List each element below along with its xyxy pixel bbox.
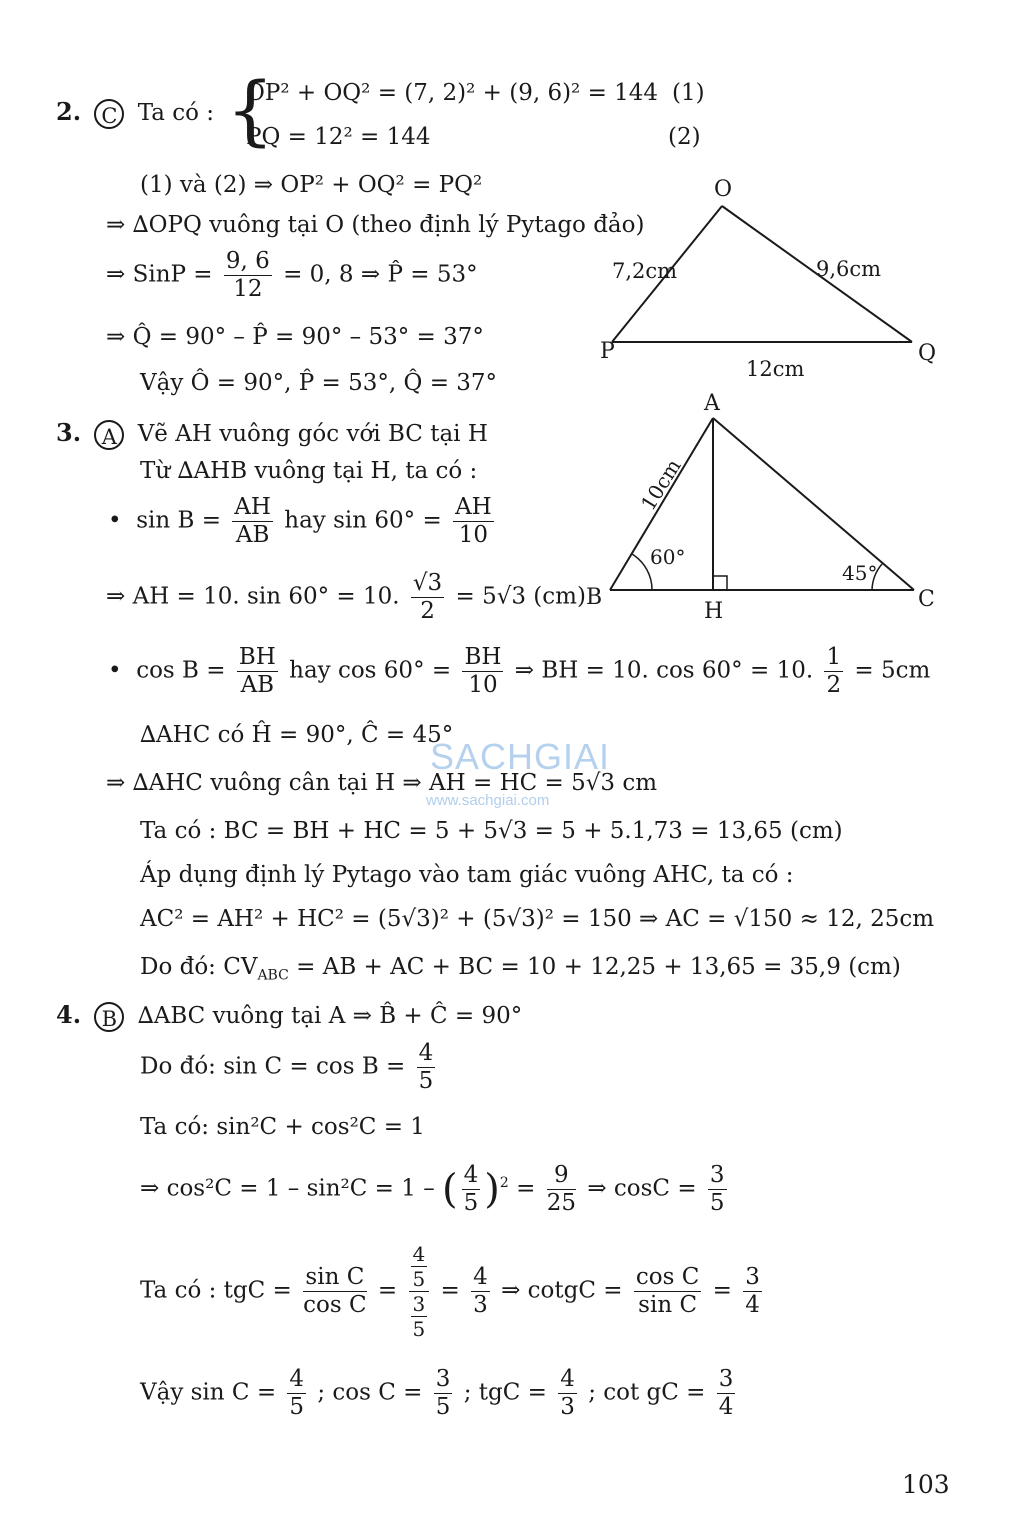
question-number: 3. [56,418,82,447]
fraction [717,1368,736,1419]
denominator: 3 [473,1292,488,1318]
text: = [516,1175,536,1202]
denominator: 5 [463,1190,479,1216]
text: Vậy sin C = [140,1379,277,1406]
q3-line-7: ⇒ ∆AHC vuông cân tại H ⇒ AH = HC = 5√3 cm [106,770,658,796]
numerator: 3 [435,1366,451,1392]
text: ; cot gC = [588,1379,706,1406]
fraction [634,1266,701,1317]
label-b: B [586,585,603,610]
q4-line-2 [140,1042,439,1093]
numerator: √3 [412,570,443,596]
numerator: 3 [709,1162,725,1188]
numerator: 9 [547,1164,576,1190]
denominator: 5 [412,1317,426,1341]
system-tag-2: (2) [668,124,701,150]
q3-line-10: AC² = AH² + HC² = (5√3)² + (5√3)² = 150 ⇒ AC = √150 ≈ 12, 25cm [140,906,935,932]
text: Do đó: sin C = cos B = [140,1053,406,1080]
denominator: 4 [718,1394,734,1420]
label-h: H [704,599,724,624]
answer-choice: A [94,420,124,450]
numerator: 1 [826,644,842,670]
paren-open: ( [442,1166,458,1213]
denominator: 10 [468,672,498,698]
numerator: 4 [418,1040,434,1066]
denominator: 4 [745,1292,760,1318]
denominator: 5 [418,1068,434,1094]
label-o: O [714,177,733,202]
q4-line-3: Ta có: sin²C + cos²C = 1 [140,1114,425,1140]
denominator: 3 [560,1394,575,1420]
denominator: 5 [435,1394,451,1420]
watermark [420,718,620,808]
text: ⇒ cotgC = [501,1277,623,1304]
question-number: 4. [56,1000,82,1029]
q4-line-6 [140,1368,739,1419]
label-angle-c: 45° [842,561,878,585]
fraction [434,1368,453,1419]
system-eq-1: OP² + OQ² = (7, 2)² + (9, 6)² = 144 [246,80,659,106]
q3-line-1: Vẽ AH vuông góc với BC tại H [137,421,488,447]
fraction [462,1164,481,1215]
fraction [287,1368,306,1419]
numerator: 4 [560,1366,575,1392]
numerator: 3 [745,1264,760,1290]
denominator: 25 [546,1190,576,1216]
text: ⇒ BH = 10. cos 60° = 10. [514,657,814,684]
numerator: 4 [473,1264,488,1290]
watermark-brand: SACHGIAI [430,736,611,777]
q3-line-8: Ta có : BC = BH + HC = 5 + 5√3 = 5 + 5.1,73 = 13,65 (cm) [140,818,843,844]
subscript: ABC [257,967,289,984]
label-c: C [918,587,935,612]
text: ; tgC = [463,1379,547,1406]
side-ac [713,418,914,590]
denominator: AB [240,672,275,698]
fraction [547,1164,576,1215]
fraction [824,646,843,697]
denominator: AB [235,522,270,548]
fraction [558,1368,577,1419]
numerator [409,1244,430,1292]
right-angle-mark [713,576,727,590]
text: = AB + AC + BC = 10 + 12,25 + 13,65 = 35,9 (cm) [296,954,901,980]
triangle-opq-figure [590,170,950,390]
q3-line-2: Từ ∆AHB vuông tại H, ta có : [140,458,478,484]
fraction [471,1266,490,1317]
q2-line-2: ⇒ ∆OPQ vuông tại O (theo định lý Pytago đảo) [106,212,645,238]
denominator: 5 [709,1190,725,1216]
text: = 0, 8 ⇒ P̂ = 53° [283,261,478,288]
denominator: cos C [303,1292,367,1318]
q2-line-4: ⇒ Q̂ = 90° – P̂ = 90° – 53° = 37° [106,324,484,350]
text: hay sin 60° = [284,507,442,534]
text: hay cos 60° = [289,657,452,684]
text: ⇒ AH = 10. sin 60° = 10. [106,583,400,610]
triangle-abc-figure [580,390,950,630]
q3-line-3 [108,496,498,547]
denominator [409,1292,430,1339]
question-2 [56,99,214,129]
text: ⇒ cos²C = 1 – sin²C = 1 – [140,1175,435,1202]
numerator: 3 [412,1292,426,1316]
text: Do đó: CV [140,954,258,980]
fraction [743,1266,762,1317]
system-brace: { [226,65,275,154]
fraction [303,1266,366,1317]
q3-line-4 [106,572,586,623]
numerator: AH [455,494,492,520]
fraction [417,1042,436,1093]
q3-line-6: ∆AHC có Ĥ = 90°, Ĉ = 45° [140,722,454,748]
label-oq: 9,6cm [816,257,882,281]
q3-line-9: Áp dụng định lý Pytago vào tam giác vuông AHC, ta có : [140,862,794,888]
fraction [224,250,272,301]
text: = 5√3 (cm) [455,583,586,610]
numerator: 4 [289,1366,305,1392]
numerator: AH [234,494,271,520]
label-angle-b: 60° [650,545,686,569]
denominator: 12 [233,276,263,302]
denominator: 5 [289,1394,305,1420]
q4-line-5: Ta có : tgC = $\frac{\text{sin C}}{\text{cos C}}$ = $\frac{\frac{4}{5}}{\frac{3}{5}}$ = $\frac{4}{3}$ ⇒ cotgC = $\frac{\text{cos C}}{\text{sin C}}$ = $\frac{3}{4}$ [140,1242,760,1341]
page-number: 103 [902,1470,950,1499]
label-q: Q [918,341,937,366]
text: ⇒ cosC = [587,1175,697,1202]
denominator: 2 [420,598,435,624]
denominator: 2 [826,672,842,698]
text: cos B = [136,657,226,684]
text: = 5cm [854,657,931,684]
exponent: 2 [499,1174,509,1191]
fraction [411,572,444,623]
paren-close: ) [484,1166,500,1213]
question-number: 2. [56,97,82,126]
question-3 [56,420,488,450]
fraction [462,646,503,697]
numerator: BH [464,644,502,670]
numerator: sin C [303,1266,366,1292]
bullet: • [108,657,122,684]
denominator: 10 [458,522,489,548]
label-p: P [600,339,615,364]
label-op: 7,2cm [612,259,678,283]
numerator: BH [238,644,276,670]
numerator: 3 [718,1366,734,1392]
q3-line-11 [140,956,901,983]
watermark-url: www.sachgiai.com [426,792,550,809]
text: ⇒ SinP = [106,261,213,288]
text: sin B = [136,507,221,534]
answer-choice: C [94,99,124,129]
q2-line-1: (1) và (2) ⇒ OP² + OQ² = PQ² [140,172,483,198]
text: ; cos C = [317,1379,423,1406]
bullet: • [108,507,122,534]
numerator: 4 [463,1162,479,1188]
numerator: cos C [635,1264,700,1290]
system-eq-2: PQ = 12² = 144 [246,124,431,150]
answer-choice: B [94,1002,124,1032]
denominator: 5 [412,1267,426,1291]
q4-line-1: ∆ABC vuông tại A ⇒ B̂ + Ĉ = 90° [137,1003,523,1029]
fraction [453,496,494,547]
numerator: 4 [412,1242,426,1266]
label-a: A [704,391,720,416]
fraction [708,1164,727,1215]
fraction [411,1244,428,1289]
fraction [411,1294,428,1339]
angle-b-arc [632,554,652,590]
text: Ta có : tgC = [140,1277,292,1304]
q4-line-4 [140,1164,731,1215]
label-pq: 12cm [746,357,805,381]
intro-text: Ta có : [137,100,215,126]
q2-line-3 [106,250,478,301]
label-ab: 10cm [635,454,686,515]
q3-line-5 [108,646,930,697]
fraction [232,496,273,547]
system-tag-1: (1) [672,80,705,106]
q2-line-5: Vậy Ô = 90°, P̂ = 53°, Q̂ = 37° [140,370,498,396]
question-4 [56,1002,522,1032]
numerator: 9, 6 [225,248,270,274]
compound-fraction [409,1244,430,1339]
fraction [237,646,278,697]
denominator: sin C [638,1292,698,1318]
